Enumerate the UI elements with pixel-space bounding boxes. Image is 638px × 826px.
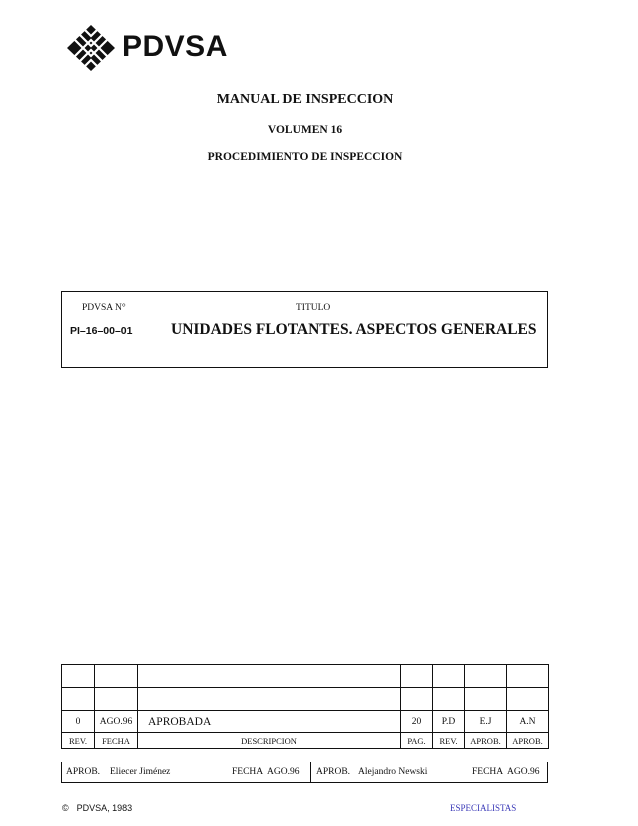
fecha-label: FECHA — [232, 767, 264, 777]
table-row — [62, 665, 549, 688]
doc-number: PI–16–00–01 — [70, 325, 133, 337]
doc-number-label: PDVSA N° — [82, 303, 126, 313]
table-cell — [507, 688, 549, 711]
pdvsa-logo — [66, 24, 241, 72]
fecha-cell: AGO.96 — [95, 711, 138, 733]
aprob-label: APROB. — [66, 767, 101, 777]
table-cell — [401, 665, 433, 688]
revision-row — [62, 711, 549, 733]
table-cell — [465, 665, 507, 688]
aprob-label: APROB. — [316, 767, 351, 777]
revision-table — [61, 664, 549, 749]
fecha-header: FECHA — [95, 733, 138, 749]
table-row — [62, 688, 549, 711]
table-cell — [95, 665, 138, 688]
aprob1-cell: E.J — [465, 711, 507, 733]
manual-title: MANUAL DE INSPECCION — [216, 92, 394, 107]
fecha-label: FECHA — [472, 767, 504, 777]
rev-header: REV. — [62, 733, 95, 749]
procedure-label: PROCEDIMIENTO DE INSPECCION — [207, 151, 403, 163]
table-cell — [62, 688, 95, 711]
table-cell — [401, 688, 433, 711]
approval-date: AGO.96 — [267, 767, 300, 777]
document-title: UNIDADES FLOTANTES. ASPECTOS GENERALES — [171, 321, 537, 338]
aprob1-header: APROB. — [465, 733, 507, 749]
table-cell — [62, 665, 95, 688]
table-cell — [95, 688, 138, 711]
copyright-text: PDVSA, 1983 — [76, 803, 133, 813]
table-cell — [433, 688, 465, 711]
revision-header-row — [62, 733, 549, 749]
footer-especialistas: ESPECIALISTAS — [450, 803, 517, 813]
rev-cell: 0 — [62, 711, 95, 733]
divider — [310, 762, 311, 782]
descripcion-cell: APROBADA — [138, 711, 401, 733]
brand-name: PDVSA — [122, 30, 228, 63]
table-cell — [138, 665, 401, 688]
footer-copyright — [62, 803, 132, 813]
approver-name: Alejandro Newski — [358, 767, 428, 777]
descripcion-header: DESCRIPCION — [138, 733, 401, 749]
rev-by-cell: P.D — [433, 711, 465, 733]
volume-label: VOLUMEN 16 — [267, 124, 343, 136]
table-cell — [433, 665, 465, 688]
copyright-icon: © — [62, 803, 69, 813]
pag-cell: 20 — [401, 711, 433, 733]
aprob2-cell: A.N — [507, 711, 549, 733]
title-label: TITULO — [296, 303, 331, 313]
approval-row — [61, 762, 548, 783]
approver-name: Eliecer Jiménez — [110, 767, 171, 777]
approval-date: AGO.96 — [507, 767, 540, 777]
pdvsa-emblem-icon — [66, 24, 116, 72]
aprob2-header: APROB. — [507, 733, 549, 749]
table-cell — [507, 665, 549, 688]
rev-by-header: REV. — [433, 733, 465, 749]
table-cell — [138, 688, 401, 711]
pag-header: PAG. — [401, 733, 433, 749]
table-cell — [465, 688, 507, 711]
